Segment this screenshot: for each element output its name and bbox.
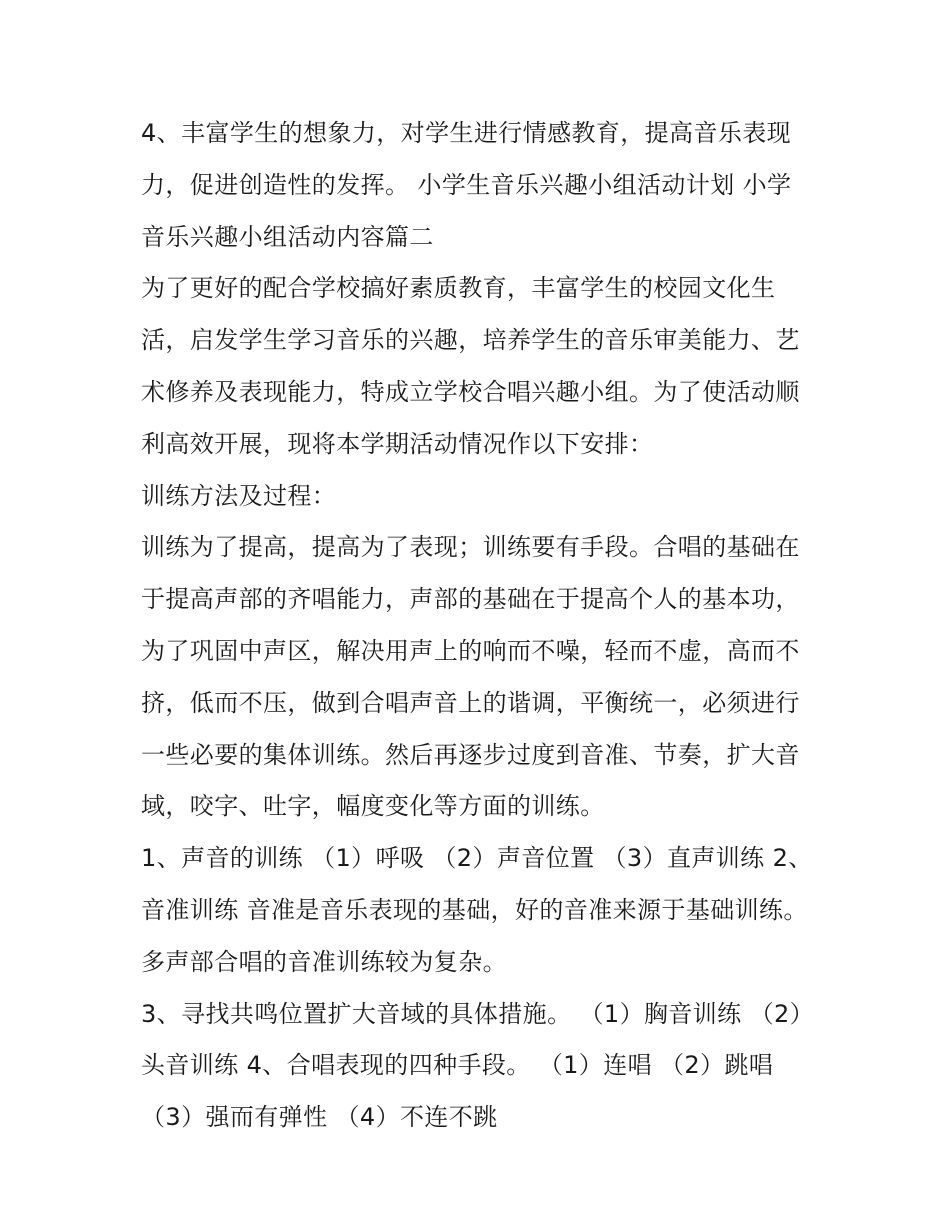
paragraph-heading-methods: 训练方法及过程：	[141, 481, 337, 510]
paragraph-purpose: 为了更好的配合学校搞好素质教育，丰富学生的校园文化生活，启发学生学习音乐的兴趣，培养学生的音乐审美能力、艺术修养及表现能力，特成立学校合唱兴趣小组。为了使活动顺利高效开展，现将本学期活动情况作以下安排：	[141, 274, 800, 458]
paragraph-resonance: 3、寻找共鸣位置扩大音域的具体措施。 （1）胸音训练 （2）头音训练 4、合唱表现的四种手段。 （1）连唱 （2）跳唱 （3）强而有弹性 （4）不连不跳	[141, 999, 803, 1132]
paragraph-voice-training: 1、声音的训练 （1）呼吸 （2）声音位置 （3）直声训练 2、音准训练 音准是音乐表现的基础，好的音准来源于基础训练。多声部合唱的音准训练较为复杂。	[141, 844, 813, 976]
paragraph-imagination: 4、丰富学生的想象力，对学生进行情感教育，提高音乐表现力，促进创造性的发挥。 小学生音乐兴趣小组活动计划 小学音乐兴趣小组活动内容篇二	[141, 119, 792, 251]
paragraph-training-basics: 训练为了提高，提高为了表现；训练要有手段。合唱的基础在于提高声部的齐唱能力，声部的基础在于提高个人的基本功，为了巩固中声区，解决用声上的响而不噪，轻而不虚，高而不挤，低而不压，做到合唱声音上的谐调，平衡统一，必须进行一些必要的集体训练。然后再逐步过度到音准、节奏，扩大音域，咬字、吐字，幅度变化等方面的训练。	[141, 533, 800, 821]
document-body	[141, 108, 813, 1144]
